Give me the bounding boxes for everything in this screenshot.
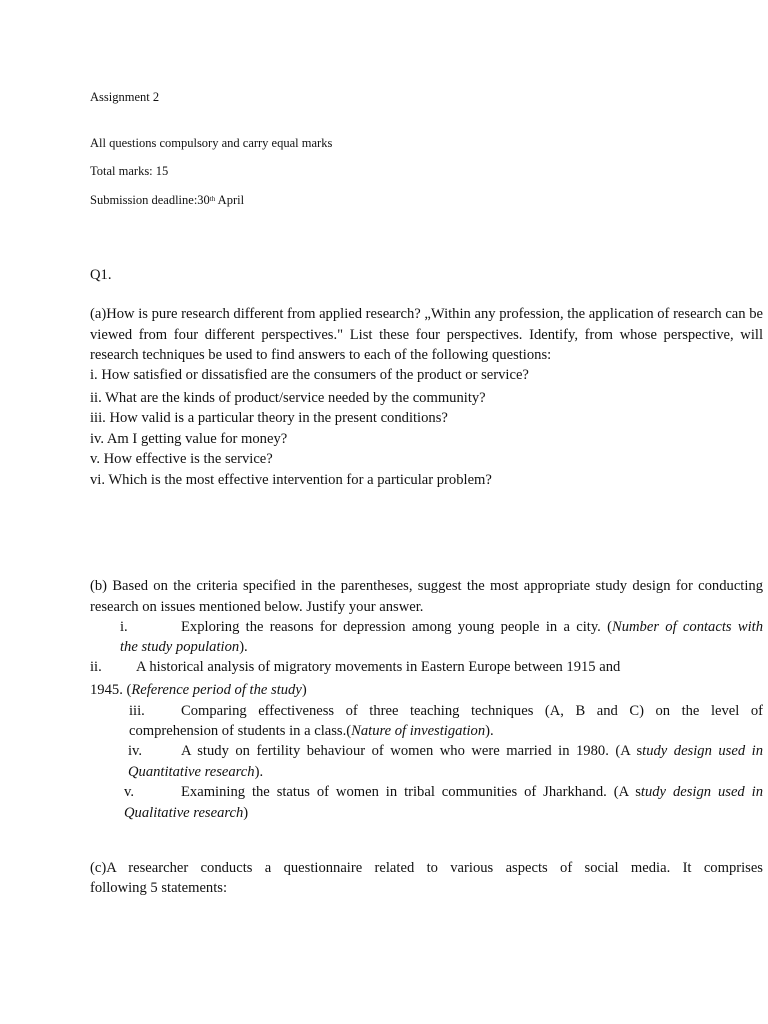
- part-a-intro: (a)How is pure research different from applied research? „Within any profession, the application of research can be viewed from four different perspectives." List these four perspectives. Identify, from whose perspective, will research techniques be used to find answers to each of the following questions:: [90, 306, 763, 363]
- part-b-item-continuation: Qualitative research): [124, 805, 249, 821]
- part-b-item-continuation: the study population).: [120, 639, 248, 655]
- part-b-item-continuation: Quantitative research).: [128, 764, 264, 780]
- question-heading: Q1.: [90, 267, 112, 283]
- deadline-suffix: April: [215, 193, 245, 207]
- part-b-item-number: v.: [124, 784, 134, 800]
- part-a-item: ii. What are the kinds of product/service needed by the community?: [90, 390, 486, 406]
- total-marks: Total marks: 15: [90, 164, 169, 178]
- part-b-item-continuation: 1945. (Reference period of the study): [90, 682, 307, 698]
- part-b-item-number: ii.: [90, 659, 102, 675]
- part-b-item-text: A historical analysis of migratory movements in Eastern Europe between 1915 and: [136, 659, 621, 675]
- part-b-item-text: Examining the status of women in tribal communities of Jharkhand. (A study design used in: [181, 784, 763, 800]
- deadline-superscript: th: [209, 195, 216, 203]
- part-b-item-number: iii.: [129, 703, 145, 719]
- part-b-item-text: Comparing effectiveness of three teaching techniques (A, B and C) on the level of: [181, 703, 763, 719]
- part-b-item-number: iv.: [128, 743, 143, 759]
- part-b-item-text: Exploring the reasons for depression among young people in a city. (Number of contacts with: [181, 619, 763, 635]
- part-b-intro: (b) Based on the criteria specified in the parentheses, suggest the most appropriate study design for conducting research on issues mentioned below. Justify your answer.: [90, 578, 763, 615]
- part-a-item: i. How satisfied or dissatisfied are the consumers of the product or service?: [90, 367, 529, 383]
- part-b-item-number: i.: [120, 619, 128, 635]
- part-b-item-continuation: comprehension of students in a class.(Nature of investigation).: [129, 723, 494, 739]
- submission-deadline: [90, 193, 244, 208]
- part-a-item: vi. Which is the most effective intervention for a particular problem?: [90, 472, 492, 488]
- part-c-intro-continuation: following 5 statements:: [90, 880, 228, 896]
- part-a-item: v. How effective is the service?: [90, 451, 273, 467]
- part-a-item: iv. Am I getting value for money?: [90, 431, 288, 447]
- part-b-item-text: A study on fertility behaviour of women who were married in 1980. (A study design used in: [181, 743, 763, 759]
- assignment-title: Assignment 2: [90, 90, 160, 104]
- deadline-prefix: Submission deadline:30: [90, 193, 210, 207]
- part-a-item: iii. How valid is a particular theory in the present conditions?: [90, 410, 448, 426]
- part-c-intro: (c)A researcher conducts a questionnaire related to various aspects of social media. It comprises: [90, 860, 763, 876]
- instructions-text: All questions compulsory and carry equal marks: [90, 136, 333, 150]
